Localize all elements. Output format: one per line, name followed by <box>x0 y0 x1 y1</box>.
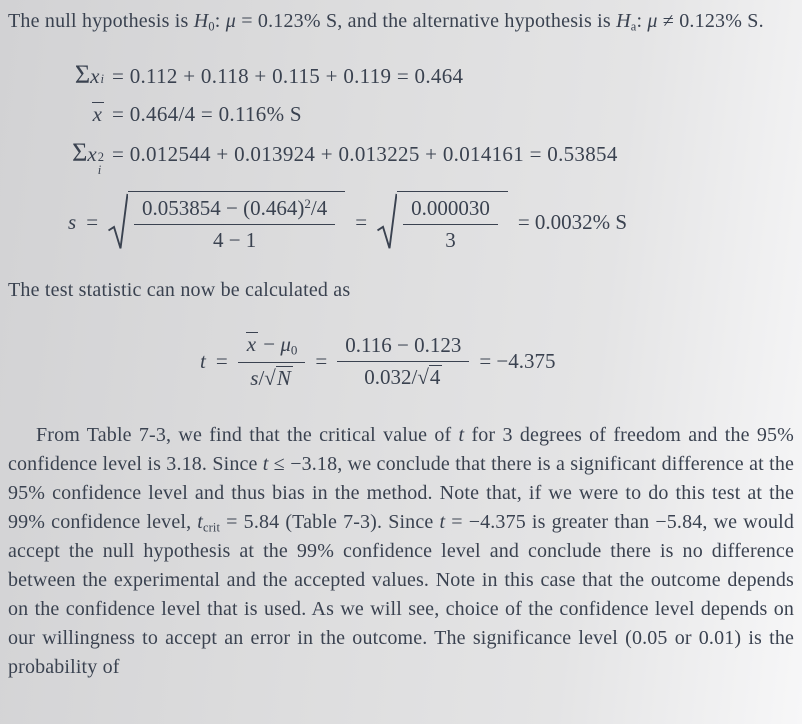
denominator-value: 0.032/ <box>364 365 418 389</box>
radical-expression-1 <box>108 191 345 253</box>
equals-sign: = <box>355 209 368 234</box>
radical-expression-2 <box>377 191 508 253</box>
variable-x: x <box>90 63 100 88</box>
mean-rhs: = 0.464/4 = 0.116% S <box>112 101 302 126</box>
radicand-4: 4 <box>429 365 441 389</box>
sum-x2-lhs <box>46 137 104 177</box>
fraction-denominator: 4 − 1 <box>212 228 257 253</box>
fraction-denominator <box>337 362 469 390</box>
paragraph-test-statistic: The test statistic can now be calculated as <box>8 279 351 302</box>
equals-sign: = <box>86 209 99 234</box>
variable-t: t <box>200 349 206 373</box>
x-bar-symbol: x <box>246 332 257 357</box>
superscript-2: 2 <box>97 149 104 164</box>
minus-sign: − <box>258 332 281 357</box>
mu-symbol: μ <box>280 332 291 357</box>
paragraph-discussion: From Table 7-3, we find that the critical value of t for 3 degrees of freedom and the 95% confidence level is 3.18. Since t ≤ −3.18, we conclude that there is a significant difference at the 95% confidence level and thus bias in the method. Note that, if we were to do this test at the 99% confidence level, tcrit = 5.84 (Table 7-3). Since t = −4.375 is greater than −5.84, we would accept the null hypothesis at the 99% confidence level and conclude there is no difference between the experimental and the accepted values. Note in this case that the outcome depends on the confidence level that is used. As we will see, choice of the confidence level depends on our willingness to accept an error in the outcome. The significance level (0.05 or 0.01) is the probability of <box>8 423 794 679</box>
result-value: = −4.375 <box>479 349 556 373</box>
variable-x: x <box>87 141 97 166</box>
subscript-i: i <box>97 162 102 177</box>
equation-standard-deviation <box>68 191 794 253</box>
fraction-numerator <box>134 196 335 225</box>
sigma-symbol: Σ <box>74 59 91 89</box>
fraction <box>134 196 335 253</box>
fraction-denominator: 3 <box>445 228 456 253</box>
variable-s: s <box>68 209 77 234</box>
radicand <box>397 191 508 253</box>
fraction-numerator: 0.116 − 0.123 <box>337 333 469 362</box>
numerator-tail: /4 <box>310 196 328 221</box>
numerator-main: 0.053854 − (0.464) <box>142 196 305 221</box>
small-radical <box>264 366 293 390</box>
slash: / <box>258 365 265 390</box>
fraction-denominator <box>238 363 306 391</box>
equation-sum-x <box>46 59 794 89</box>
equation-block-sums <box>46 59 794 177</box>
mean-lhs <box>46 102 104 125</box>
radical-sign-icon <box>377 193 397 250</box>
sum-x2-rhs: = 0.012544 + 0.013924 + 0.013225 + 0.014161 = 0.53854 <box>112 141 618 166</box>
fraction-symbolic <box>238 332 306 391</box>
fraction-numerator: 0.000030 <box>403 196 498 225</box>
equation-t-statistic <box>200 332 794 391</box>
fraction <box>403 196 498 253</box>
paragraph-hypothesis: The null hypothesis is H0: μ = 0.123% S, and the alternative hypothesis is Ha: μ ≠ 0.123% S. <box>8 10 764 34</box>
fraction-numerator <box>238 332 306 363</box>
equals-sign: = <box>215 349 228 373</box>
sum-x-rhs: = 0.112 + 0.118 + 0.115 + 0.119 = 0.464 <box>112 63 464 88</box>
radical-sign-icon <box>108 193 128 250</box>
equation-mean <box>46 102 794 127</box>
supsub-stack <box>98 151 104 177</box>
radical-sign-icon: √ <box>417 365 429 389</box>
result-value: = 0.0032% S <box>517 209 628 234</box>
x-bar-symbol: x <box>92 101 102 126</box>
small-radical <box>417 365 442 389</box>
subscript-0: 0 <box>290 342 298 358</box>
variable-N: N <box>276 365 291 390</box>
radical-sign-icon: √ <box>264 365 276 390</box>
equation-sum-x-squared <box>46 137 794 177</box>
superscript-2: 2 <box>304 196 311 212</box>
variable-s: s <box>250 365 259 390</box>
fraction-numeric <box>337 333 469 390</box>
sigma-symbol: Σ <box>72 137 88 167</box>
subscript-i: i <box>100 71 104 86</box>
radicand <box>128 191 345 253</box>
sum-x-lhs <box>46 59 104 89</box>
equals-sign: = <box>315 349 328 373</box>
